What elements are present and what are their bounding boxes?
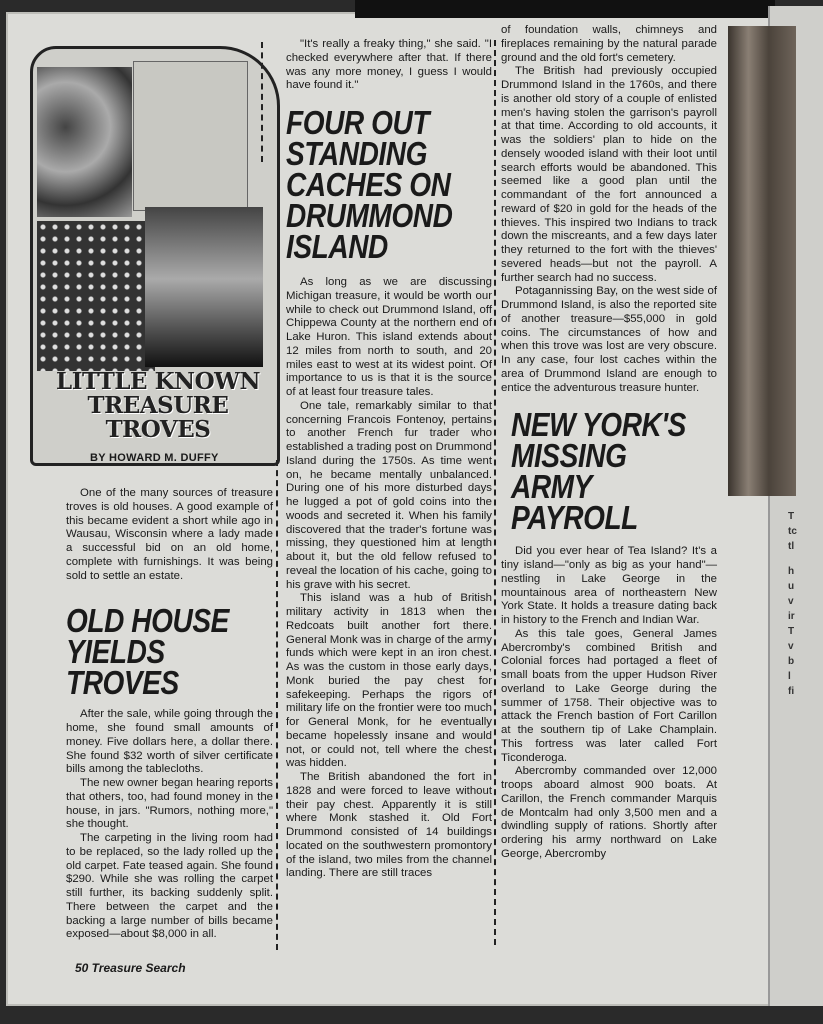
edge-letter: tc bbox=[788, 526, 797, 537]
edge-letter: T bbox=[788, 626, 795, 637]
edge-letter: T bbox=[788, 511, 795, 522]
column-rule bbox=[276, 460, 278, 950]
paragraph: As long as we are discussing Michigan treasure, it would be worth our while to check out Drummond Island, off Chippewa County at the northern end of Lake Huron. This island extends about 12 miles from north to south, and 20 miles east to west at its widest point. Of importance to us is that it is the source of at least four treasure tales. bbox=[286, 276, 492, 398]
paragraph: The British had previously occupied Drummond Island in the 1760s, and there is another old story of a couple of enlisted men's having stolen the garrison's payroll at that time. According to old accounts, it was the soldiers' plan to hide on the densely wooded island with their loot until search efforts would be abandoned. This seemed like a good plan until the commandant of the fort announced a reward of $20 in gold for the heads of the thieves. This inspired two Indians to track down the miscreants, and a few days later they returned to the fort with the thieves' severed heads—but not the payroll. A further search had no success. bbox=[501, 65, 717, 284]
paragraph: "It's really a freaky thing," she said. "I checked everywhere after that. If there was any more money, I guess I would have found it." bbox=[286, 38, 492, 92]
paragraph: One tale, remarkably similar to that concerning Francois Fontenoy, pertains to another French fur trader who established a trading post on Drummond Island during the 1750s. As time went on, he became mentally unbalanced. During one of his more disturbed days he lugged a pot of gold coins into the woods and secreted it. When his family discovered that the trader's fortune was missing, they questioned him at length about it, but the old fellow refused to reveal the location of his cache, going to his grave with his secret. bbox=[286, 399, 492, 591]
jewelry-photo bbox=[37, 221, 155, 371]
column-rule bbox=[494, 40, 496, 945]
paragraph: of foundation walls, chimneys and fireplaces remaining by the natural parade ground and the old fort's cemetery. bbox=[501, 24, 717, 64]
title-line: TREASURE TROVES bbox=[87, 392, 229, 443]
article-title bbox=[38, 370, 278, 442]
edge-letter: b bbox=[788, 656, 795, 667]
edge-letter: tl bbox=[788, 541, 795, 552]
edge-letter: v bbox=[788, 641, 794, 652]
treasure-hunter-photo bbox=[145, 207, 263, 367]
paragraph: Abercromby commanded over 12,000 troops aboard almost 900 boats. At Carillon, the French commander Marquis de Montcalm had only 3,500 men and a dwindling supply of rations. Shortly after ordering his army northward on Lake George, Abercromby bbox=[501, 765, 717, 860]
edge-letter: h bbox=[788, 566, 795, 577]
paragraph: Did you ever hear of Tea Island? It's a tiny island—"only as big as your hand"—nestling in Lake George in the mountainous area of northeastern New York State. It holds a treasure dating back in history to the French and Indian War. bbox=[501, 545, 717, 626]
edge-letter: u bbox=[788, 581, 795, 592]
map-image bbox=[133, 61, 248, 211]
paragraph: After the sale, while going through the home, she found small amounts of money. Five dollars here, a dollar there. She found $32 worth of silver certificate bills among the tablecloths. bbox=[66, 708, 273, 776]
paragraph: As this tale goes, General James Abercromby's combined British and Colonial forces had portaged a fleet of small boats from the upper Hudson River overland to Lake George during the summer of 1758. Their objective was to attack the French bastion of Fort Carillon at the southern tip of Lake Champlain. This fortress was later called Fort Ticonderoga. bbox=[501, 627, 717, 764]
paragraph: Potagannissing Bay, on the west side of Drummond Island, is also the reported site of another treasure—$55,000 in gold coins. The circumstances of how and when this trove was lost are very obscure. In any case, four lost caches within the area of Drummond Island are enough to entice the adventurous treasure hunter. bbox=[501, 285, 717, 394]
photo-strip bbox=[728, 26, 796, 496]
column-rule bbox=[261, 42, 263, 162]
paragraph: One of the many sources of treasure troves is old houses. A good example of this became evident a short while ago in Wausau, Wisconsin where a lady made a successful bid on an old home, complete with furnishings. It was being sold to settle an estate. bbox=[66, 487, 273, 582]
byline: BY HOWARD M. DUFFY bbox=[90, 452, 219, 464]
section-heading: NEW YORK'S MISSING ARMY PAYROLL bbox=[511, 406, 686, 537]
column-1 bbox=[66, 487, 273, 942]
edge-letter: ir bbox=[788, 611, 795, 622]
edge-letter: l bbox=[788, 671, 791, 682]
edge-letter: v bbox=[788, 596, 794, 607]
paragraph: The British abandoned the fort in 1828 and were forced to leave without their pay chest. Apparently it is still where Monk stashed it. Old Fort Drummond consisted of 14 buildings located on the southwestern promontory of the island, two miles from the channel landing. There are still traces bbox=[286, 771, 492, 880]
edge-letter: fi bbox=[788, 686, 795, 697]
title-line: LITTLE KNOWN bbox=[56, 368, 260, 395]
page-footer: 50 Treasure Search bbox=[75, 961, 186, 975]
paragraph: The new owner began hearing reports that others, too, had found money in the house, in jars. "Rumors, nothing more," she thought. bbox=[66, 777, 273, 831]
column-2 bbox=[286, 38, 492, 881]
paragraph: The carpeting in the living room had to be replaced, so the lady rolled up the old carpet. Fate teased again. She found $290. While she was rolling the carpet still further, its backing suddenly split. There between the carpet and the backing a large number of bills became exposed—about $8,000 in all. bbox=[66, 832, 273, 941]
section-heading: FOUR OUT STANDING CACHES ON DRUMMOND ISLAND bbox=[286, 104, 453, 265]
paragraph: This island was a hub of British military activity in 1813 when the Redcoats built another fort there. General Monk was in charge of the army funds which were kept in an iron chest. As was the custom in those early days, Monk buried the pay chest for safekeeping. Perhaps the rigors of military life on the frontier were too much for General Monk, for he eventually became hopelessly insane and would not, or could not, tell where the chest was hidden. bbox=[286, 592, 492, 770]
column-3 bbox=[501, 24, 717, 862]
section-heading: OLD HOUSE YIELDS TROVES bbox=[66, 602, 229, 702]
coins-photo bbox=[37, 67, 132, 217]
scan-edge bbox=[355, 0, 775, 18]
